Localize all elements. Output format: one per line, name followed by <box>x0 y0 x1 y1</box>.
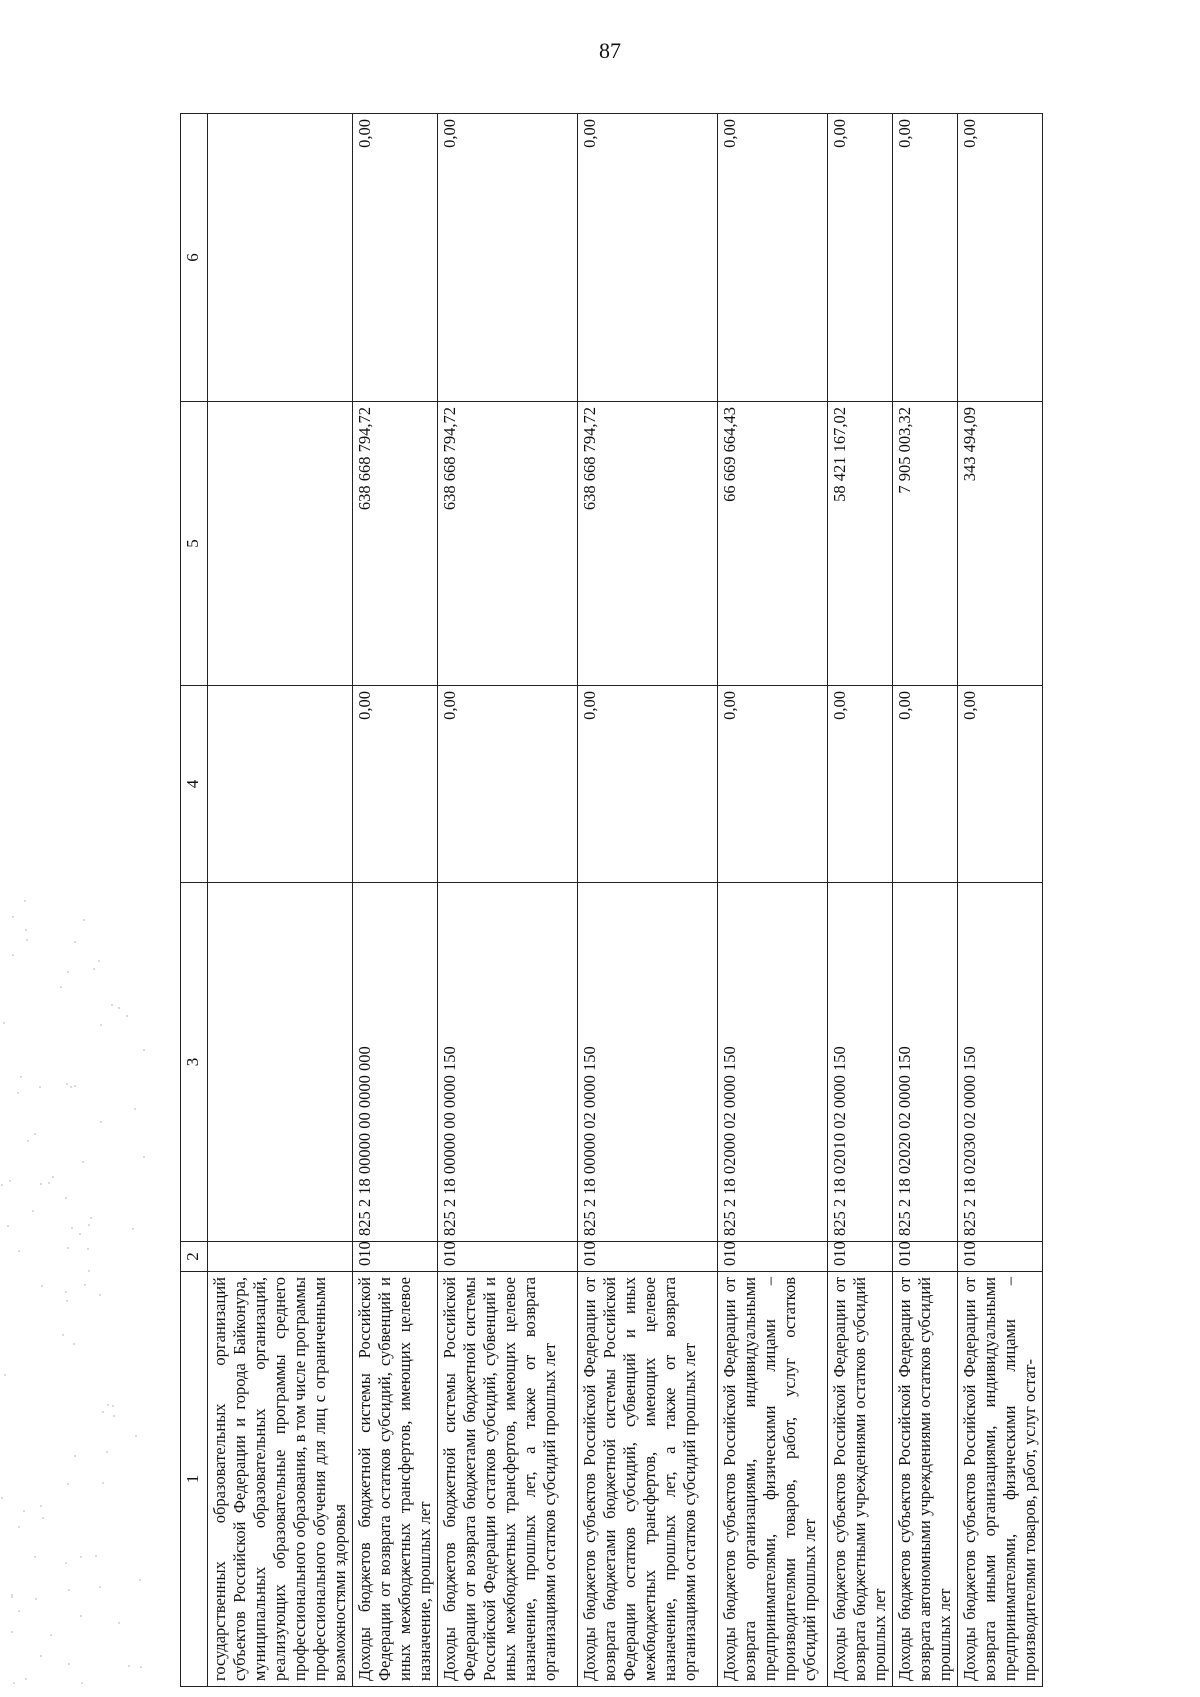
scan-speck <box>112 1405 114 1407</box>
scan-speck <box>70 1086 72 1088</box>
row-line-code: 010 <box>438 1242 578 1272</box>
rotated-table-container <box>180 114 1162 1687</box>
scan-speck <box>68 1589 70 1591</box>
scan-speck <box>65 1291 67 1293</box>
scan-speck <box>81 1682 83 1684</box>
row-col6-value <box>208 114 353 402</box>
row-col6-value: 0,00 <box>958 114 1043 402</box>
scan-speck <box>84 1284 86 1286</box>
scan-speck <box>111 1004 113 1006</box>
scan-speck <box>40 1655 42 1657</box>
revenue-table <box>180 113 1043 1687</box>
header-row <box>181 114 208 1687</box>
scan-speck <box>23 1510 25 1512</box>
scan-speck <box>88 1224 90 1226</box>
table-row <box>828 114 893 1687</box>
scan-speck <box>74 1085 76 1087</box>
scan-speck <box>98 960 100 962</box>
scan-speck <box>80 1556 82 1558</box>
scan-speck <box>66 1300 68 1302</box>
scan-speck <box>135 1435 137 1437</box>
row-col6-value: 0,00 <box>438 114 578 402</box>
scan-speck <box>88 1270 90 1272</box>
row-line-code <box>208 1242 353 1272</box>
scan-speck <box>65 1562 67 1564</box>
scan-speck <box>24 900 26 902</box>
scan-speck <box>100 1024 102 1026</box>
scan-speck <box>99 1586 101 1588</box>
row-description: государственных образовательных организаций субъектов Российской Федерации и города Байконура, муниципальных образовательных организаций, реализующих образовательные программы среднего профессионального образования, в том числе программы профессионального обучения для лиц с ограниченными возможностями здоровья <box>208 1272 353 1687</box>
scan-speck <box>12 954 14 956</box>
row-line-code: 010 <box>828 1242 893 1272</box>
scan-speck <box>118 1007 120 1009</box>
row-col5-value: 638 668 794,72 <box>353 402 438 686</box>
scan-speck <box>71 1227 73 1229</box>
row-col6-value: 0,00 <box>578 114 718 402</box>
row-description: Доходы бюджетов субъектов Российской Федерации от возврата бюджетами бюджетной системы Российской Федерации остатков субсидий, субвенций и иных межбюджетных трансфертов, имеющих целевое назначение, прошлых лет, а также от возврата организациями остатков субсидий прошлых лет <box>578 1272 718 1687</box>
scan-speck <box>87 1248 89 1250</box>
table-row <box>353 114 438 1687</box>
row-col5-value: 66 669 664,43 <box>718 402 828 686</box>
row-col4-value: 0,00 <box>353 686 438 883</box>
scan-speck <box>34 1556 36 1558</box>
page-number: 87 <box>599 38 621 63</box>
row-description: Доходы бюджетов бюджетной системы Российской Федерации от возврата остатков субсидий, субвенций и иных межбюджетных трансфертов, имеющих целевое назначение, прошлых лет <box>353 1272 438 1687</box>
row-col5-value: 638 668 794,72 <box>578 402 718 686</box>
scan-speck <box>93 968 95 970</box>
row-col4-value: 0,00 <box>438 686 578 883</box>
row-col4-value: 0,00 <box>578 686 718 883</box>
table-row <box>208 114 353 1687</box>
row-budget-code <box>208 883 353 1242</box>
row-description: Доходы бюджетов субъектов Российской Федерации от возврата бюджетными учреждениями остатков субсидий прошлых лет <box>828 1272 893 1687</box>
scan-speck <box>107 1404 109 1406</box>
scan-speck <box>143 1156 145 1158</box>
scan-speck <box>1 1184 3 1186</box>
scan-speck <box>18 1250 20 1252</box>
scan-speck <box>90 1217 92 1219</box>
row-budget-code: 825 2 18 00000 00 0000 000 <box>353 883 438 1242</box>
scan-speck <box>32 1210 34 1212</box>
scan-speck <box>113 1415 115 1417</box>
scan-speck <box>102 1482 104 1484</box>
row-description: Доходы бюджетов субъектов Российской Федерации от возврата иными организациями, индивидуальными предпринимателями, физическими лицами – производителями товаров, работ, услуг остат- <box>958 1272 1043 1687</box>
scan-speck <box>25 929 27 931</box>
header-col-2: 2 <box>181 1242 208 1272</box>
scan-speck <box>1 1497 3 1499</box>
header-col-1: 1 <box>181 1272 208 1687</box>
scan-speck <box>73 1343 75 1345</box>
scan-speck <box>20 1076 22 1078</box>
header-col-5: 5 <box>181 402 208 686</box>
scan-speck <box>67 1247 69 1249</box>
row-col4-value: 0,00 <box>828 686 893 883</box>
scan-speck <box>3 1022 5 1024</box>
scan-speck <box>106 1451 108 1453</box>
scan-speck <box>74 1455 76 1457</box>
scan-speck <box>40 1183 42 1185</box>
row-col4-value: 0,00 <box>893 686 958 883</box>
scan-speck <box>67 971 69 973</box>
scan-speck <box>143 1049 145 1051</box>
row-col4-value <box>208 686 353 883</box>
scan-speck <box>11 1596 13 1598</box>
row-col5-value: 58 421 167,02 <box>828 402 893 686</box>
row-budget-code: 825 2 18 02020 02 0000 150 <box>893 883 958 1242</box>
scan-speck <box>134 1108 136 1110</box>
scan-speck <box>95 1555 97 1557</box>
row-line-code: 010 <box>718 1242 828 1272</box>
row-budget-code: 825 2 18 00000 02 0000 150 <box>578 883 718 1242</box>
scan-speck <box>40 1505 42 1507</box>
scan-speck <box>12 916 14 918</box>
scan-speck <box>9 1180 11 1182</box>
row-col5-value: 343 494,09 <box>958 402 1043 686</box>
scan-speck <box>74 941 76 943</box>
scan-speck <box>52 1176 54 1178</box>
row-description: Доходы бюджетов субъектов Российской Федерации от возврата автономными учреждениями остатков субсидий прошлых лет <box>893 1272 958 1687</box>
scan-speck <box>18 1610 20 1612</box>
header-col-3: 3 <box>181 883 208 1242</box>
scan-speck <box>118 1622 120 1624</box>
scan-speck <box>126 1015 128 1017</box>
header-col-6: 6 <box>181 114 208 402</box>
scan-speck <box>25 1678 27 1680</box>
scan-speck <box>128 1665 130 1667</box>
scan-speck <box>67 1483 69 1485</box>
scan-speck <box>99 1294 101 1296</box>
row-col6-value: 0,00 <box>893 114 958 402</box>
scan-speck <box>132 1228 134 1230</box>
scan-speck <box>34 1133 36 1135</box>
row-line-code: 010 <box>958 1242 1043 1272</box>
table-row <box>893 114 958 1687</box>
row-col4-value: 0,00 <box>718 686 828 883</box>
scan-speck <box>35 1598 37 1600</box>
row-col6-value: 0,00 <box>828 114 893 402</box>
row-line-code: 010 <box>893 1242 958 1272</box>
row-budget-code: 825 2 18 02000 02 0000 150 <box>718 883 828 1242</box>
scan-speck <box>7 1225 9 1227</box>
scan-speck <box>48 1182 50 1184</box>
scan-speck <box>27 1140 29 1142</box>
row-budget-code: 825 2 18 00000 00 0000 150 <box>438 883 578 1242</box>
scan-speck <box>17 1092 19 1094</box>
table-row <box>578 114 718 1687</box>
scan-speck <box>80 1615 82 1617</box>
row-col6-value: 0,00 <box>353 114 438 402</box>
table-row <box>438 114 578 1687</box>
scan-speck <box>140 1666 142 1668</box>
scan-speck <box>13 1682 15 1684</box>
scan-speck <box>4 1374 6 1376</box>
scan-speck <box>66 1083 68 1085</box>
scan-speck <box>42 1517 44 1519</box>
scan-speck <box>65 1197 67 1199</box>
scan-speck <box>100 1121 102 1123</box>
row-budget-code: 825 2 18 02010 02 0000 150 <box>828 883 893 1242</box>
scan-speck <box>26 939 28 941</box>
scan-speck <box>18 1526 20 1528</box>
row-budget-code: 825 2 18 02030 02 0000 150 <box>958 883 1043 1242</box>
scan-speck <box>11 1631 13 1633</box>
scan-speck <box>60 986 62 988</box>
scan-speck <box>39 1086 41 1088</box>
scan-speck <box>62 1334 64 1336</box>
scan-speck <box>41 1285 43 1287</box>
row-col5-value: 7 905 003,32 <box>893 402 958 686</box>
scan-speck <box>102 1411 104 1413</box>
scan-speck <box>68 1663 70 1665</box>
row-col5-value <box>208 402 353 686</box>
row-line-code: 010 <box>578 1242 718 1272</box>
scan-speck <box>139 1579 141 1581</box>
row-line-code: 010 <box>353 1242 438 1272</box>
row-col4-value: 0,00 <box>958 686 1043 883</box>
table-row <box>958 114 1043 1687</box>
table-row <box>718 114 828 1687</box>
row-description: Доходы бюджетов субъектов Российской Федерации от возврата организациями, индивидуальными предпринимателями, физическими лицами – производителями товаров, работ, услуг остатков субсидий прошлых лет <box>718 1272 828 1687</box>
scan-noise <box>0 0 160 1697</box>
row-col5-value: 638 668 794,72 <box>438 402 578 686</box>
scan-speck <box>50 1634 52 1636</box>
header-col-4: 4 <box>181 686 208 883</box>
scan-speck <box>83 919 85 921</box>
scan-speck <box>79 1233 81 1235</box>
row-col6-value: 0,00 <box>718 114 828 402</box>
scan-speck <box>82 1161 84 1163</box>
row-description: Доходы бюджетов бюджетной системы Российской Федерации от возврата бюджетами бюджетной системы Российской Федерации остатков субсидий, субвенций и иных межбюджетных трансфертов, имеющих целевое назначение, прошлых лет, а также от возврата организациями остатков субсидий прошлых лет <box>438 1272 578 1687</box>
